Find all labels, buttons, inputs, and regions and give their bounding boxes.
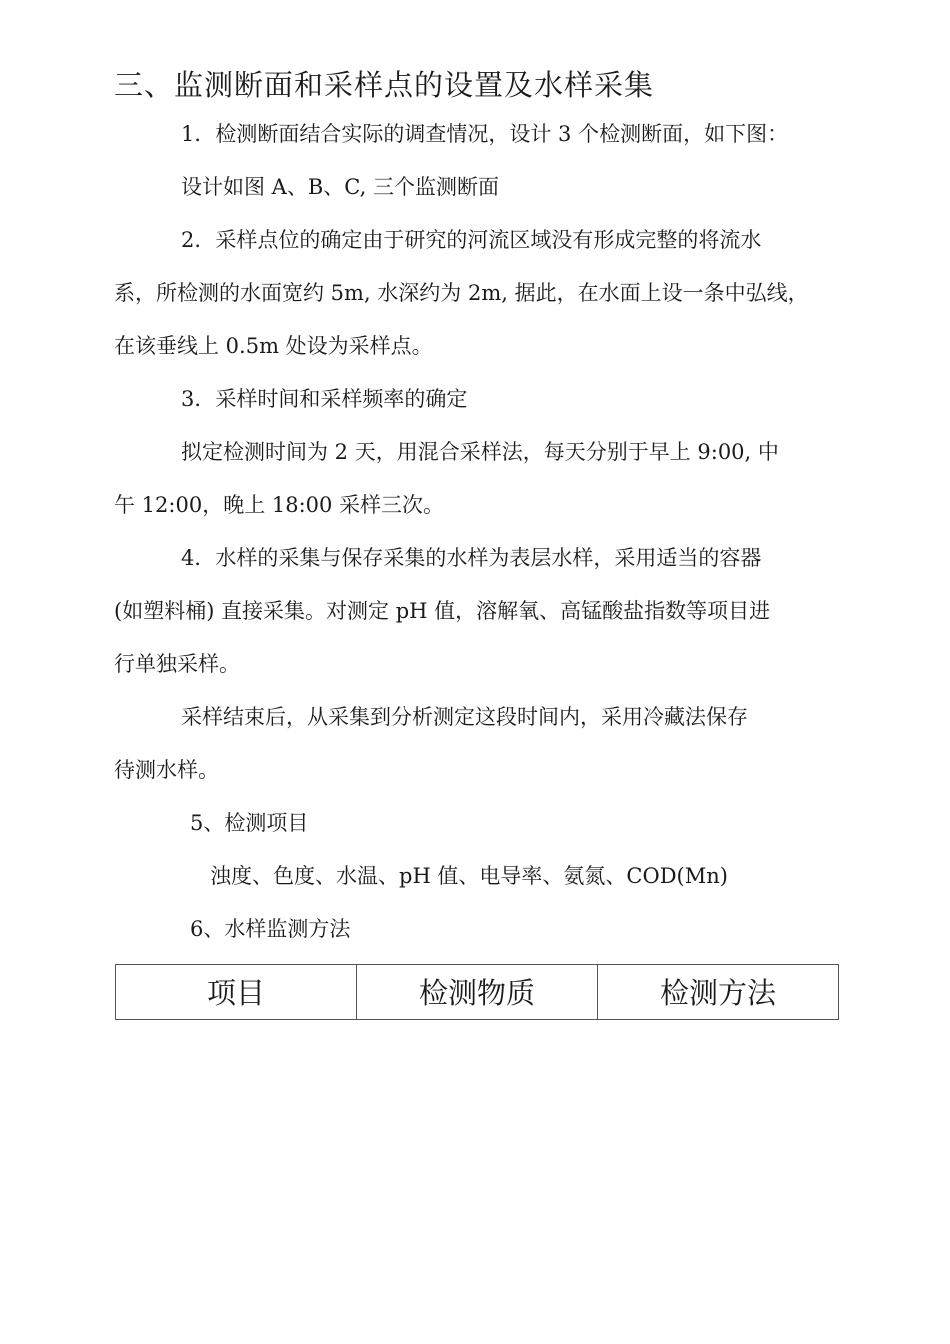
paragraph-sampling-point-line-3: 在该垂线上 0.5m 处设为采样点。 (114, 334, 433, 358)
section-heading: 三、监测断面和采样点的设置及水样采集 (114, 68, 655, 102)
paragraph-sampling-time-line-2: 午 12:00，晚上 18:00 采样三次。 (114, 493, 445, 517)
monitoring-methods-table (115, 964, 839, 1020)
paragraph-test-items-title: 5、检测项目 (190, 811, 309, 835)
paragraph-sample-storage-line-2: 待测水样。 (114, 758, 219, 782)
table-header-item: 项目 (116, 965, 357, 1020)
paragraph-sample-collection-line-2: (如塑料桶) 直接采集。对测定 pH 值，溶解氧、高锰酸盐指数等项目进 (114, 599, 771, 623)
paragraph-section-design: 设计如图 A、B、C, 三个监测断面 (181, 175, 499, 199)
paragraph-sampling-time-title: 3．采样时间和采样频率的确定 (181, 387, 468, 411)
paragraph-test-items-list: 浊度、色度、水温、pH 值、电导率、氨氮、COD(Mn) (210, 864, 728, 888)
paragraph-sample-collection-line-1: 4．水样的采集与保存采集的水样为表层水样，采用适当的容器 (181, 546, 762, 570)
table-header-method: 检测方法 (598, 965, 839, 1020)
table-header-substance: 检测物质 (357, 965, 598, 1020)
paragraph-monitoring-methods-title: 6、水样监测方法 (190, 917, 351, 941)
paragraph-sampling-time-line-1: 拟定检测时间为 2 天，用混合采样法，每天分别于早上 9:00, 中 (181, 440, 779, 464)
paragraph-sample-storage-line-1: 采样结束后，从采集到分析测定这段时间内，采用冷藏法保存 (181, 705, 748, 729)
paragraph-sampling-point-line-1: 2．采样点位的确定由于研究的河流区域没有形成完整的将流水 (181, 228, 762, 252)
paragraph-sample-collection-line-3: 行单独采样。 (114, 652, 240, 676)
paragraph-sampling-point-line-2: 系，所检测的水面宽约 5m, 水深约为 2m, 据此，在水面上设一条中弘线， (114, 281, 809, 305)
table-header-row (116, 965, 839, 1020)
paragraph-monitoring-sections: 1．检测断面结合实际的调查情况，设计 3 个检测断面，如下图： (181, 122, 789, 146)
